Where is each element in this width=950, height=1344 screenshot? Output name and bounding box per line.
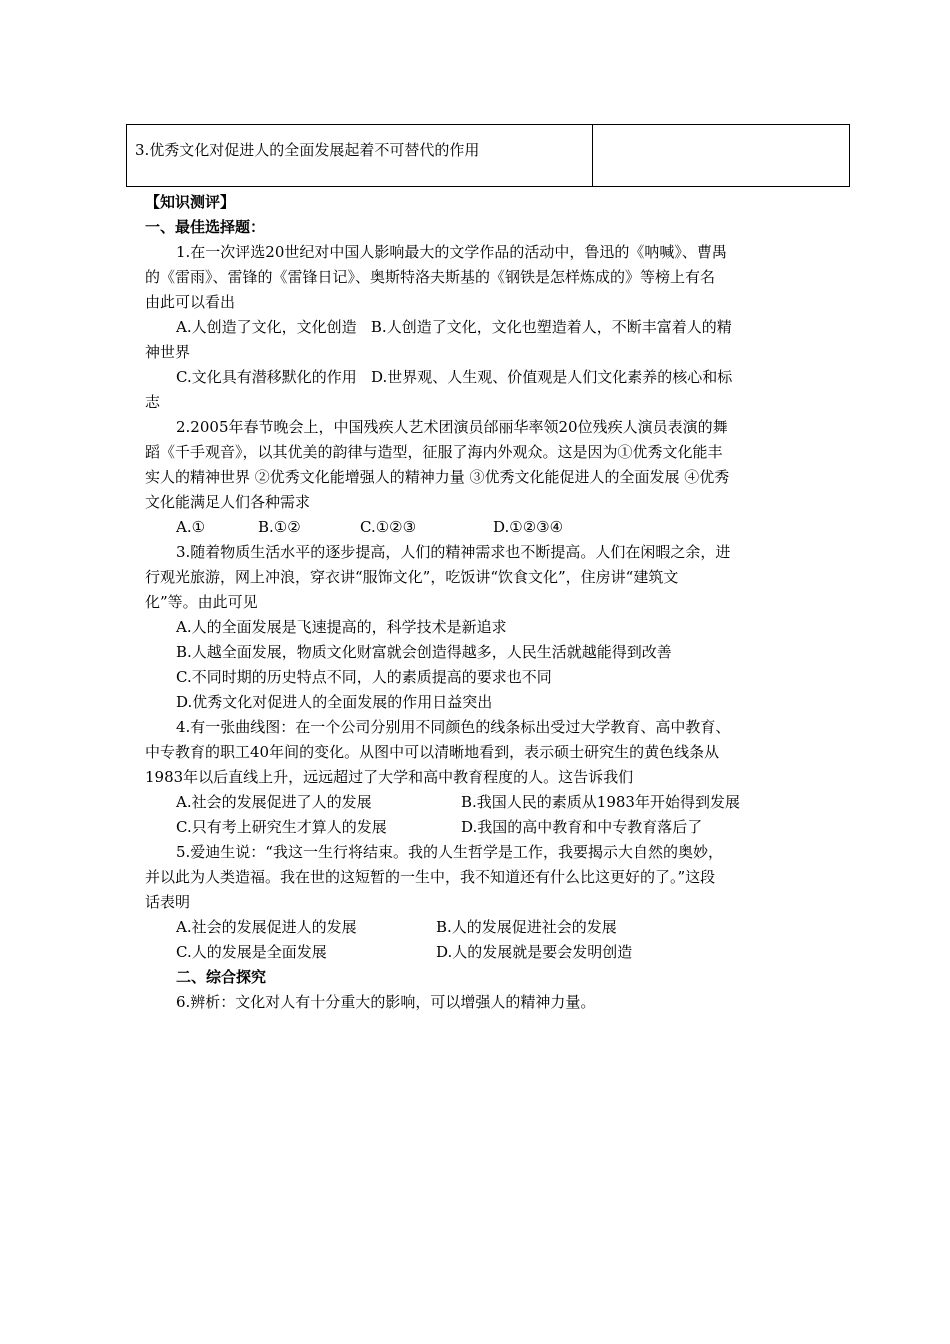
q4-option-a: A.社会的发展促进了人的发展 xyxy=(176,793,372,811)
q4-line: 1983年以后直线上升，远远超过了大学和高中教育程度的人。这告诉我们 xyxy=(145,768,634,786)
part1-title: 一、最佳选择题： xyxy=(145,218,266,236)
q2-line: 蹈《千手观音》，以其优美的韵律与造型，征服了海内外观众。这是因为①优秀文化能丰 xyxy=(145,443,723,461)
q1-line: 1.在一次评选20世纪对中国人影响最大的文学作品的活动中，鲁迅的《呐喊》、曹禺 xyxy=(176,243,727,261)
q2-option-c: C.①②③ xyxy=(360,518,417,536)
q1-line: 的《雷雨》、雷锋的《雷锋日记》、奥斯特洛夫斯基的《钢铁是怎样炼成的》等榜上有名 xyxy=(145,268,716,286)
summary-table-row xyxy=(126,124,850,187)
part2-title: 二、综合探究 xyxy=(176,968,267,986)
q2-options xyxy=(145,515,807,540)
q3-line: 行观光旅游，网上冲浪，穿衣讲“服饰文化”，吃饭讲“饮食文化”，住房讲“建筑文 xyxy=(145,568,679,586)
q1-options-line: C.文化具有潜移默化的作用 D.世界观、人生观、价值观是人们文化素养的核心和标 xyxy=(176,368,733,386)
q5-line: 话表明 xyxy=(145,893,191,911)
q3-option-a: A.人的全面发展是飞速提高的，科学技术是新追求 xyxy=(176,618,507,636)
q6-line: 6.辨析：文化对人有十分重大的影响，可以增强人的精神力量。 xyxy=(176,993,596,1011)
q4-option-d: D.我国的高中教育和中专教育落后了 xyxy=(461,818,703,836)
table-column-divider xyxy=(592,125,593,186)
q2-option-a: A.① xyxy=(176,518,206,536)
q5-options-row xyxy=(145,915,807,940)
q1-options-line: 神世界 xyxy=(145,343,191,361)
q4-option-b: B.我国人民的素质从1983年开始得到发展 xyxy=(461,793,740,811)
q5-line: 并以此为人类造福。我在世的这短暂的一生中，我不知道还有什么比这更好的了。”这段 xyxy=(145,868,716,886)
q4-line: 中专教育的职工40年间的变化。从图中可以清晰地看到，表示硕士研究生的黄色线条从 xyxy=(145,743,720,761)
q1-options-line: A.人创造了文化，文化创造 B.人创造了文化，文化也塑造着人，不断丰富着人的精 xyxy=(176,318,732,336)
q2-line: 文化能满足人们各种需求 xyxy=(145,493,311,511)
q3-line: 3.随着物质生活水平的逐步提高，人们的精神需求也不断提高。人们在闲暇之余，进 xyxy=(176,543,731,561)
exercise-content xyxy=(145,190,807,1015)
q5-options-row xyxy=(145,940,807,965)
q2-line: 实人的精神世界 ②优秀文化能增强人的精神力量 ③优秀文化能促进人的全面发展 ④优秀 xyxy=(145,468,730,486)
q5-line: 5.爱迪生说：“我这一生行将结束。我的人生哲学是工作，我要揭示大自然的奥妙， xyxy=(176,843,723,861)
table-left-cell: 3.优秀文化对促进人的全面发展起着不可替代的作用 xyxy=(135,141,480,159)
q3-line: 化”等。由此可见 xyxy=(145,593,258,611)
q2-line: 2.2005年春节晚会上，中国残疾人艺术团演员邰丽华率领20位残疾人演员表演的舞 xyxy=(176,418,728,436)
q2-option-d: D.①②③④ xyxy=(493,518,564,536)
q4-options-row xyxy=(145,790,807,815)
q1-line: 由此可以看出 xyxy=(145,293,236,311)
q5-option-c: C.人的发展是全面发展 xyxy=(176,943,327,961)
q4-options-row xyxy=(145,815,807,840)
q4-line: 4.有一张曲线图：在一个公司分别用不同颜色的线条标出受过大学教育、高中教育、 xyxy=(176,718,731,736)
q3-option-d: D.优秀文化对促进人的全面发展的作用日益突出 xyxy=(176,693,493,711)
q4-option-c: C.只有考上研究生才算人的发展 xyxy=(176,818,387,836)
q3-option-c: C.不同时期的历史特点不同，人的素质提高的要求也不同 xyxy=(176,668,552,686)
q3-option-b: B.人越全面发展，物质文化财富就会创造得越多，人民生活就越能得到改善 xyxy=(176,643,672,661)
section-title: 【知识测评】 xyxy=(145,193,236,211)
q5-option-d: D.人的发展就是要会发明创造 xyxy=(436,943,633,961)
q1-options-line: 志 xyxy=(145,393,161,411)
q5-option-b: B.人的发展促进社会的发展 xyxy=(436,918,617,936)
q2-option-b: B.①② xyxy=(258,518,301,536)
q5-option-a: A.社会的发展促进人的发展 xyxy=(176,918,357,936)
